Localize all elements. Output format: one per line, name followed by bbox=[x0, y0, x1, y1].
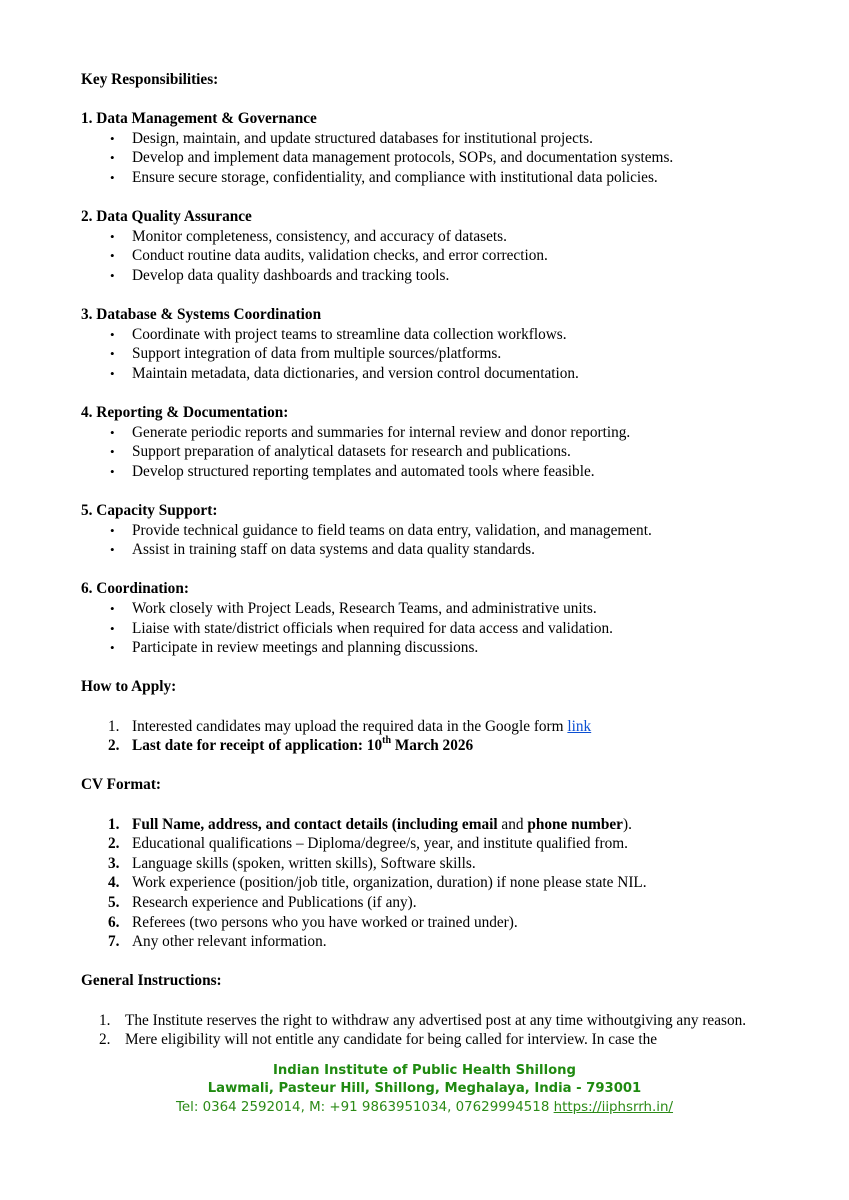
list-number: 1. bbox=[108, 717, 120, 735]
cv-item-bold: phone number bbox=[527, 815, 623, 833]
deadline-date-text: March 2026 bbox=[391, 737, 474, 755]
bullet-item: • Monitor completeness, consistency, and accuracy of datasets. bbox=[81, 227, 781, 247]
bullet-list bbox=[81, 521, 781, 560]
list-item bbox=[81, 873, 781, 893]
cv-item-plain: ). bbox=[622, 815, 632, 833]
document-body bbox=[81, 70, 781, 1050]
list-number: 2. bbox=[108, 737, 120, 755]
list-item bbox=[81, 834, 781, 854]
list-number: 5. bbox=[108, 893, 120, 911]
bullet-item: • Ensure secure storage, confidentiality, and compliance with institutional data policies. bbox=[81, 168, 781, 188]
google-form-link[interactable]: link bbox=[567, 717, 592, 735]
list-item bbox=[81, 913, 781, 933]
list-number: 7. bbox=[108, 933, 120, 951]
section-heading: 6. Coordination: bbox=[81, 580, 189, 598]
cv-item-plain: and bbox=[497, 815, 528, 833]
how-to-apply-list bbox=[81, 717, 781, 756]
key-responsibilities-heading: Key Responsibilities: bbox=[81, 71, 219, 88]
section-heading: 4. Reporting & Documentation: bbox=[81, 404, 289, 422]
bullet-list bbox=[81, 423, 781, 482]
cv-item-bold: Full Name, address, and contact details (including email bbox=[132, 815, 498, 833]
list-number: 4. bbox=[108, 874, 120, 892]
bullet-item: • Develop and implement data management protocols, SOPs, and documentation systems. bbox=[81, 148, 781, 168]
cv-item-text: Any other relevant information. bbox=[132, 933, 327, 951]
list-item bbox=[81, 717, 781, 737]
apply-instruction-text: Interested candidates may upload the required data in the Google form bbox=[132, 717, 568, 735]
bullet-item: • Support preparation of analytical datasets for research and publications. bbox=[81, 442, 781, 462]
list-number: 6. bbox=[108, 913, 120, 931]
list-item bbox=[81, 1030, 781, 1050]
footer-contact bbox=[0, 1100, 849, 1115]
ordinal-suffix: th bbox=[382, 735, 392, 747]
instruction-text: The Institute reserves the right to withdraw any advertised post at any time withoutgiving any reason. bbox=[125, 1011, 747, 1029]
list-item bbox=[81, 736, 781, 756]
deadline-text: Last date for receipt of application: 10 bbox=[132, 737, 383, 755]
bullet-item: • Provide technical guidance to field teams on data entry, validation, and management. bbox=[81, 521, 781, 541]
how-to-apply-heading: How to Apply: bbox=[81, 678, 177, 696]
bullet-item: • Work closely with Project Leads, Research Teams, and administrative units. bbox=[81, 599, 781, 619]
bullet-item: • Support integration of data from multiple sources/platforms. bbox=[81, 344, 781, 364]
list-number: 2. bbox=[108, 835, 120, 853]
bullet-list bbox=[81, 129, 781, 188]
section-heading: 1. Data Management & Governance bbox=[81, 110, 317, 128]
cv-item-text: Work experience (position/job title, organization, duration) if none please state NIL. bbox=[132, 874, 647, 892]
bullet-item: • Participate in review meetings and planning discussions. bbox=[81, 638, 781, 658]
general-instructions-heading: General Instructions: bbox=[81, 972, 222, 990]
cv-format-heading: CV Format: bbox=[81, 776, 162, 794]
list-number: 3. bbox=[108, 854, 120, 872]
list-number: 1. bbox=[99, 1011, 111, 1029]
bullet-list bbox=[81, 325, 781, 384]
section-heading: 2. Data Quality Assurance bbox=[81, 208, 252, 226]
general-instructions-list bbox=[81, 1011, 781, 1050]
list-item bbox=[81, 893, 781, 913]
section-heading: 3. Database & Systems Coordination bbox=[81, 306, 322, 324]
bullet-item: • Coordinate with project teams to streamline data collection workflows. bbox=[81, 325, 781, 345]
bullet-item: • Assist in training staff on data systems and data quality standards. bbox=[81, 540, 781, 560]
bullet-list bbox=[81, 599, 781, 658]
list-item bbox=[81, 932, 781, 952]
bullet-list bbox=[81, 227, 781, 286]
bullet-item: • Maintain metadata, data dictionaries, and version control documentation. bbox=[81, 364, 781, 384]
list-item bbox=[81, 854, 781, 874]
section-heading: 5. Capacity Support: bbox=[81, 502, 218, 520]
footer-website-link[interactable]: https://iiphsrrh.in/ bbox=[553, 1100, 674, 1115]
cv-item-text: Educational qualifications – Diploma/degree/s, year, and institute qualified from. bbox=[132, 835, 628, 853]
list-item bbox=[81, 1011, 781, 1031]
cv-format-list bbox=[81, 815, 781, 952]
bullet-item: • Develop data quality dashboards and tracking tools. bbox=[81, 266, 781, 286]
cv-item-text: Referees (two persons who you have worked or trained under). bbox=[132, 913, 518, 931]
list-number: 2. bbox=[99, 1031, 111, 1049]
list-number: 1. bbox=[108, 815, 120, 833]
list-item bbox=[81, 815, 781, 835]
cv-item-text: Research experience and Publications (if any). bbox=[132, 893, 417, 911]
bullet-item: • Design, maintain, and update structured databases for institutional projects. bbox=[81, 129, 781, 149]
cv-item-text: Language skills (spoken, written skills), Software skills. bbox=[132, 854, 476, 872]
footer-institute-name: Indian Institute of Public Health Shillong bbox=[273, 1063, 576, 1078]
bullet-item: • Conduct routine data audits, validation checks, and error correction. bbox=[81, 246, 781, 266]
footer-address: Lawmali, Pasteur Hill, Shillong, Meghalaya, India - 793001 bbox=[207, 1081, 642, 1096]
bullet-item: • Liaise with state/district officials when required for data access and validation. bbox=[81, 619, 781, 639]
bullet-item: • Generate periodic reports and summaries for internal review and donor reporting. bbox=[81, 423, 781, 443]
bullet-item: • Develop structured reporting templates and automated tools where feasible. bbox=[81, 462, 781, 482]
instruction-text: Mere eligibility will not entitle any candidate for being called for interview. In case the bbox=[125, 1031, 658, 1049]
footer-phone-text: Tel: 0364 2592014, M: +91 9863951034, 07629994518 bbox=[175, 1100, 554, 1115]
